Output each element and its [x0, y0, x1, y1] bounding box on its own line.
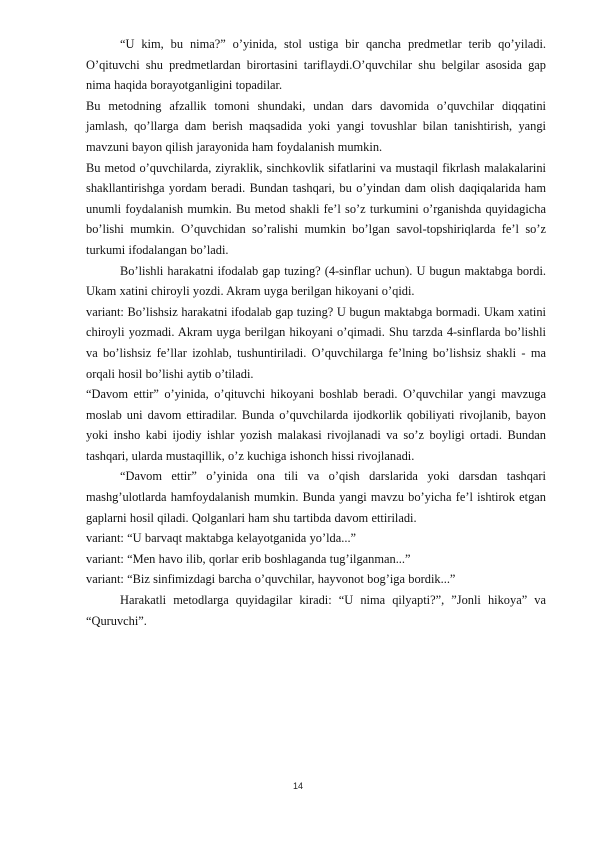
paragraph-variant-1: variant: “U barvaqt maktabga kelayotganida yo’lda...”	[86, 531, 357, 546]
document-page	[86, 34, 546, 631]
paragraph-method-skills: Bu metod o’quvchilarda, ziyraklik, sinchkovlik sifatlarini va mustaqil fikrlash malakalarini shakllantirishga yordam beradi. Bundan tashqari, bu o’yindan dam olish daqiqalarida ham unumli foydalanish mumkin. Bu metod shakli fe’l so’z turkumini o’rganishda quyidagicha bo’lishi mumkin. O’quvchidan so’ralishi mumkin bo’lgan savol-topshiriqlarda fe’l so’z turkumi ifodalangan bo’ladi.	[86, 160, 546, 257]
paragraph-variant-3: variant: “Biz sinfimizdagi barcha o’quvchilar, hayvonot bog’iga bordik...”	[86, 572, 456, 587]
paragraph-negative-variant: variant: Bo’lishsiz harakatni ifodalab gap tuzing? U bugun maktabga bormadi. Ukam xatini chiroyli yozmadi. Akram uyga berilgan hikoyani o’qimadi. Shu tarzda 4-sinflarda bo’lishli va bo’lishsiz fe’llar izohlab, tushuntiriladi. O’quvchilarga fe’lning bo’lishsiz shakli - ma orqali hosil bo’lishi aytib o’tiladi.	[86, 304, 546, 381]
paragraph-u-kim-game: “U kim, bu nima?” o’yinida, stol ustiga bir qancha predmetlar terib qo’yiladi. O’qituvchi shu predmetlardan birortasini tariflaydi.O’quvchilar shu belgilar asosida gap nima haqida borayotganligini topadilar.	[86, 37, 546, 93]
paragraph-active-methods: Harakatli metodlarga quyidagilar kiradi: “U nima qilyapti?”, ”Jonli hikoya” va “Quruvchi”.	[86, 593, 546, 628]
page-number: 14	[292, 781, 303, 791]
paragraph-variant-2: variant: “Men havo ilib, qorlar erib boshlaganda tug’ilganman...”	[86, 551, 411, 566]
paragraph-affirmative-action: Bo’lishli harakatni ifodalab gap tuzing? (4-sinflar uchun). U bugun maktabga bordi. Ukam xatini chiroyli yozdi. Akram uyga berilgan hikoyani o’qidi.	[86, 263, 546, 299]
paragraph-davom-ettir-usage: “Davom ettir” o’yinida ona tili va o’qish darslarida yoki darsdan tashqari mashg’ulotlarda hamfoydalanish mumkin. Bunda yangi mavzu bo’yicha fe’l ishtirok etgan gaplarni hosil qiladi. Qolganlari ham shu tartibda davom ettiriladi.	[86, 469, 546, 525]
paragraph-davom-ettir-intro: “Davom ettir” o’yinida, o’qituvchi hikoyani boshlab beradi. O’quvchilar yangi mavzuga moslab uni davom ettiradilar. Bunda o’quvchilarda ijodkorlik qobiliyati rivojlanib, bayon yoki insho kabi ijodiy ishlar yozish malakasi rivojlanadi va so’z boyligi ortadi. Bundan tashqari, ularda mustaqillik, o’z kuchiga ishonch hissi rivojlanadi.	[86, 387, 546, 463]
paragraph-method-advantage: Bu metodning afzallik tomoni shundaki, undan dars davomida o’quvchilar diqqatini jamlash, qo’llarga dam berish maqsadida yoki yangi tovushlar bilan tanishtirish, yangi mavzuni bayon qilish jarayonida ham foydalanish mumkin.	[86, 98, 546, 154]
